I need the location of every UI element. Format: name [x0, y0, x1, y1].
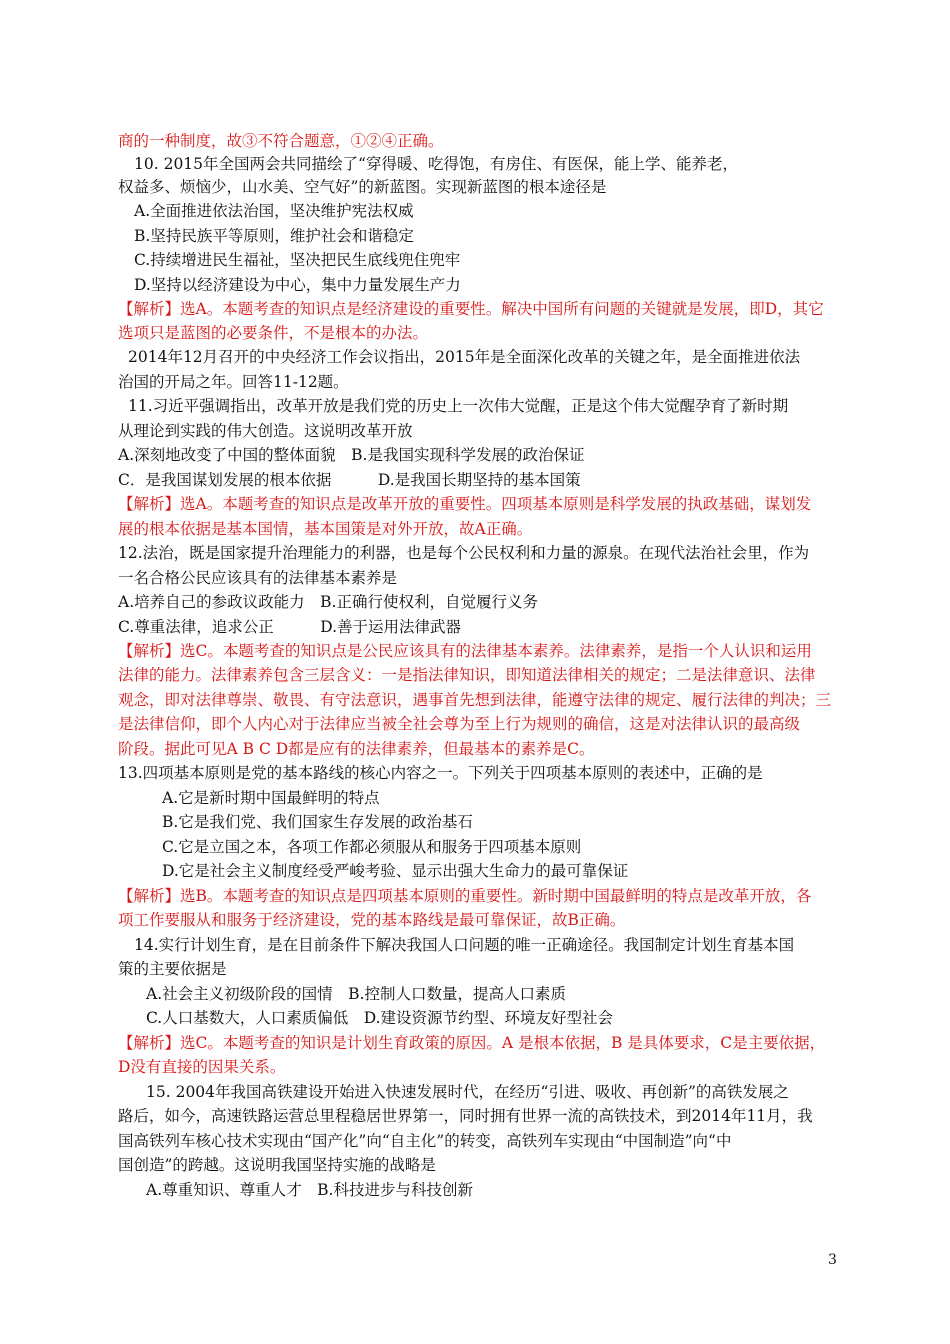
- question-12-option: A.培养自己的参政议政能力 B.正确行使权利，自觉履行义务: [118, 593, 538, 611]
- question-intro-line: 2014年12月召开的中央经济工作会议指出，2015年是全面深化改革的关键之年，是全面推进依法: [128, 348, 801, 366]
- question-10-line: 权益多、烦恼少，山水美、空气好”的新蓝图。实现新蓝图的根本途径是: [118, 178, 607, 196]
- question-14-option: A.社会主义初级阶段的国情 B.控制人口数量，提高人口素质: [146, 985, 566, 1003]
- question-13-option: C.它是立国之本，各项工作都必须服从和服务于四项基本原则: [162, 838, 582, 856]
- question-14-line: 14.实行计划生育，是在目前条件下解决我国人口问题的唯一正确途径。我国制定计划生育基本国: [134, 936, 795, 954]
- question-13-option: B.它是我们党、我们国家生存发展的政治基石: [162, 813, 473, 831]
- question-11-line: 11.习近平强调指出，改革开放是我们党的历史上一次伟大觉醒，正是这个伟大觉醒孕育了新时期: [128, 397, 789, 415]
- analysis-line: 商的一种制度，故③不符合题意，①②④正确。: [118, 132, 444, 150]
- analysis-line: 展的根本依据是基本国情，基本国策是对外开放，故A正确。: [118, 520, 533, 538]
- question-15-option: A.尊重知识、尊重人才 B.科技进步与科技创新: [146, 1181, 473, 1199]
- question-15-line: 国高铁列车核心技术实现由“国产化”向“自主化”的转变，高铁列车实现由“中国制造”向“中: [118, 1132, 732, 1150]
- question-13-line: 13.四项基本原则是党的基本路线的核心内容之一。下列关于四项基本原则的表述中，正确的是: [118, 764, 763, 782]
- question-12-line: 12.法治，既是国家提升治理能力的利器，也是每个公民权利和力量的源泉。在现代法治社会里，作为: [118, 544, 810, 562]
- analysis-line: 阶段。据此可见A B C D都是应有的法律素养，但最基本的素养是C。: [118, 740, 595, 758]
- question-10-option: C.持续增进民生福祉，坚决把民生底线兜住兜牢: [134, 251, 461, 269]
- analysis-line: 【解析】选A。本题考查的知识点是改革开放的重要性。四项基本原则是科学发展的执政基础，谋划发: [118, 495, 812, 513]
- question-10-line: 10. 2015年全国两会共同描绘了“穿得暖、吃得饱，有房住、有医保，能上学、能养老，: [134, 155, 738, 173]
- question-12-line: 一名合格公民应该具有的法律基本素养是: [118, 569, 398, 587]
- analysis-line: D没有直接的因果关系。: [118, 1058, 286, 1076]
- analysis-line: 选项只是蓝图的必要条件，不是根本的办法。: [118, 324, 429, 342]
- question-13-option: A.它是新时期中国最鲜明的特点: [162, 789, 380, 807]
- analysis-line: 项工作要服从和服务于经济建设，党的基本路线是最可靠保证，故B正确。: [118, 911, 626, 929]
- analysis-line: 【解析】选C。本题考查的知识是计划生育政策的原因。A 是根本依据，B 是具体要求，C是主要依据，: [118, 1034, 826, 1052]
- question-intro-line: 治国的开局之年。回答11-12题。: [118, 373, 349, 391]
- analysis-line: 【解析】选C。本题考查的知识点是公民应该具有的法律基本素养。法律素养，是指一个人认识和运用: [118, 642, 812, 660]
- question-12-option: C.尊重法律，追求公正 D.善于运用法律武器: [118, 618, 462, 636]
- question-13-option: D.它是社会主义制度经受严峻考验、显示出强大生命力的最可靠保证: [162, 862, 629, 880]
- analysis-line: 是法律信仰，即个人内心对于法律应当被全社会尊为至上行为规则的确信，这是对法律认识的最高级: [118, 715, 801, 733]
- question-10-option: A.全面推进依法治国，坚决维护宪法权威: [134, 202, 414, 220]
- question-11-option: C．是我国谋划发展的根本依据 D.是我国长期坚持的基本国策: [118, 471, 581, 489]
- question-10-option: D.坚持以经济建设为中心，集中力量发展生产力: [134, 276, 461, 294]
- analysis-line: 【解析】选B。本题考查的知识点是四项基本原则的重要性。新时期中国最鲜明的特点是改革开放，各: [118, 887, 812, 905]
- page-number: 3: [828, 1252, 837, 1268]
- analysis-line: 【解析】选A。本题考查的知识点是经济建设的重要性。解决中国所有问题的关键就是发展，即D，其它: [118, 300, 824, 318]
- analysis-line: 观念，即对法律尊崇、敬畏、有守法意识，遇事首先想到法律，能遵守法律的规定、履行法律的判决；三: [118, 691, 832, 709]
- question-15-line: 国创造”的跨越。这说明我国坚持实施的战略是: [118, 1156, 436, 1174]
- question-10-option: B.坚持民族平等原则，维护社会和谐稳定: [134, 227, 414, 245]
- question-14-line: 策的主要依据是: [118, 960, 227, 978]
- question-15-line: 路后，如今，高速铁路运营总里程稳居世界第一，同时拥有世界一流的高铁技术，到2014年11月，我: [118, 1107, 813, 1125]
- question-15-line: 15. 2004年我国高铁建设开始进入快速发展时代，在经历“引进、吸收、再创新”的高铁发展之: [146, 1083, 789, 1101]
- question-11-line: 从理论到实践的伟大创造。这说明改革开放: [118, 422, 413, 440]
- analysis-line: 法律的能力。法律素养包含三层含义：一是指法律知识，即知道法律相关的规定；二是法律意识、法律: [118, 666, 816, 684]
- question-14-option: C.人口基数大，人口素质偏低 D.建设资源节约型、环境友好型社会: [146, 1009, 614, 1027]
- question-11-option: A.深刻地改变了中国的整体面貌 B.是我国实现科学发展的政治保证: [118, 446, 585, 464]
